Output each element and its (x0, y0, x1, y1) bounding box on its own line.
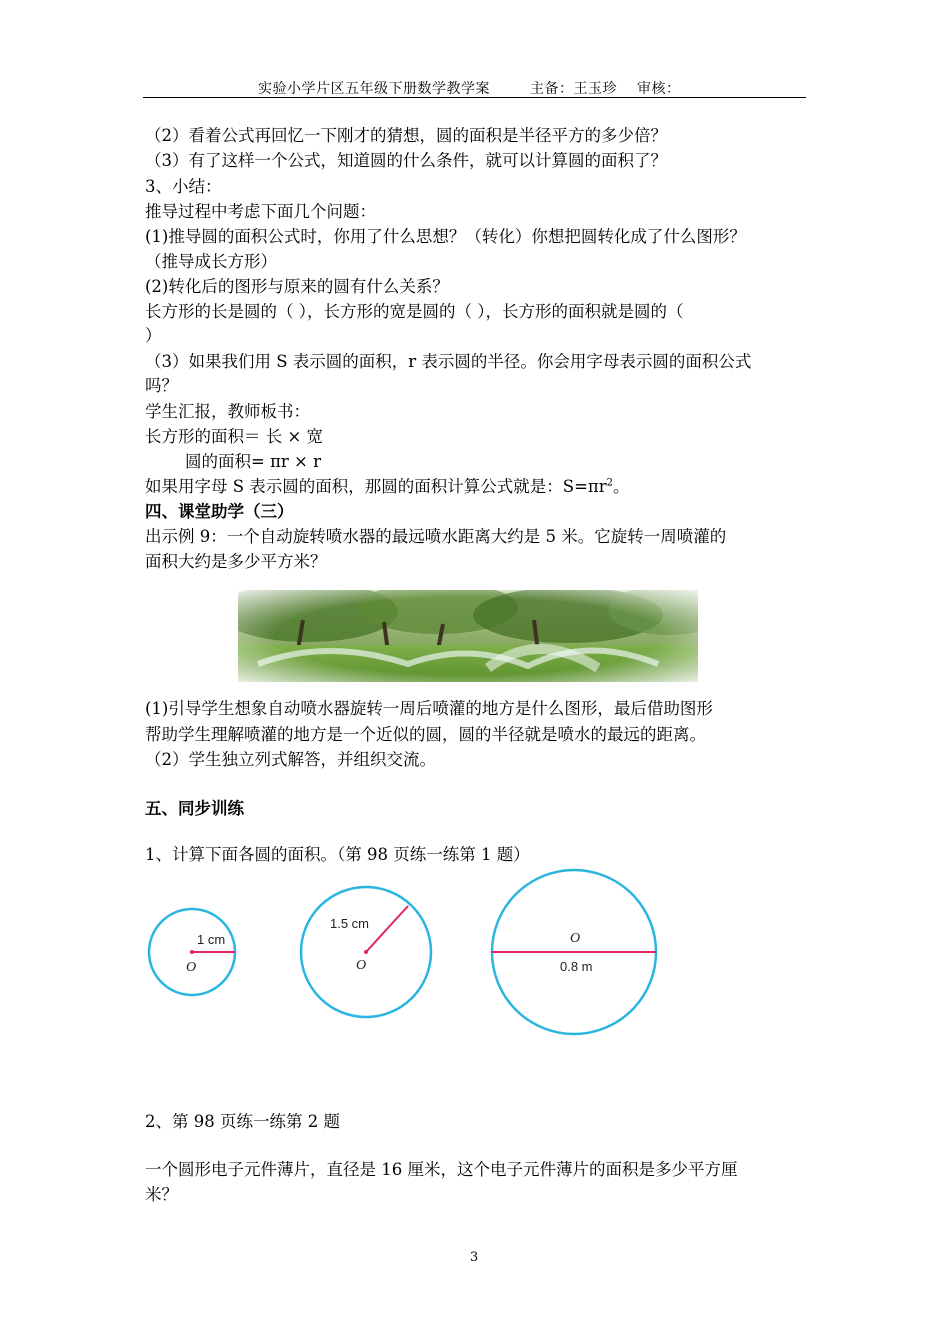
formula-line (145, 475, 630, 499)
text-line: 出示例 9：一个自动旋转喷水器的最远喷水距离大约是 5 米。它旋转一周喷灌的 (145, 527, 727, 546)
radius-label: 1 cm (197, 932, 226, 947)
text-line: (1)推导圆的面积公式时，你用了什么思想？（转化）你想把圆转化成了什么图形？ (145, 227, 746, 246)
text-line: 一个圆形电子元件薄片，直径是 16 厘米，这个电子元件薄片的面积是多少平方厘 (145, 1160, 738, 1179)
text-line: 圆的面积= πr × r (185, 452, 322, 471)
text-line: ） (145, 326, 162, 345)
header-reviewer: 审核： (637, 81, 681, 97)
text-line: 米？ (145, 1185, 178, 1204)
header-rule (143, 97, 806, 98)
circle-figure-1 (149, 909, 235, 995)
text-line: 学生汇报，教师板书： (145, 402, 310, 421)
text-line: (1)引导学生想象自动喷水器旋转一周后喷灌的地方是什么图形，最后借助图形 (145, 699, 713, 718)
text-line: 面积大约是多少平方米？ (145, 552, 327, 571)
section-heading: 四、课堂助学（三） (145, 502, 294, 521)
center-label: O (356, 958, 367, 973)
center-label: O (186, 960, 197, 975)
text-line: （3）如果我们用 S 表示圆的面积，r 表示圆的半径。你会用字母表示圆的面积公式 (145, 352, 752, 371)
text-line: 长方形的长是圆的（ ），长方形的宽是圆的（ ），长方形的面积就是圆的（ (145, 302, 684, 321)
text-line: 2、第 98 页练一练第 2 题 (145, 1112, 340, 1131)
circle-figure-2 (301, 887, 431, 1017)
text-line: 3、小结： (145, 177, 222, 196)
radius-line (366, 906, 408, 952)
page-header (258, 78, 681, 98)
text-line: 1、计算下面各圆的面积。（第 98 页练一练第 1 题） (145, 845, 530, 864)
center-label: O (570, 931, 581, 946)
center-dot (364, 950, 368, 954)
header-preparer: 主备：王玉珍 (530, 81, 617, 97)
sprinkler-photo (238, 590, 698, 682)
diameter-label: 0.8 m (560, 959, 593, 974)
section-heading: 五、同步训练 (145, 799, 244, 818)
circle-figure-3 (492, 870, 656, 1034)
center-dot (190, 950, 194, 954)
radius-label: 1.5 cm (330, 916, 370, 931)
text-line: （推导成长方形） (145, 252, 277, 271)
circle-figures (140, 865, 680, 1045)
formula-superscript: 2 (606, 477, 614, 489)
text-line: 推导过程中考虑下面几个问题： (145, 202, 376, 221)
text-line: 吗？ (145, 376, 178, 395)
text-line: （3）有了这样一个公式，知道圆的什么条件，就可以计算圆的面积了？ (145, 151, 667, 170)
page-number: 3 (470, 1250, 479, 1265)
formula-text: 如果用字母 S 表示圆的面积，那圆的面积计算公式就是：S=πr (145, 477, 607, 496)
text-line: 长方形的面积＝ 长 × 宽 (145, 427, 324, 446)
formula-end: 。 (613, 477, 630, 496)
text-line: （2）看着公式再回忆一下刚才的猜想，圆的面积是半径平方的多少倍？ (145, 126, 667, 145)
text-line: （2）学生独立列式解答，并组织交流。 (145, 750, 436, 769)
text-line: (2)转化后的图形与原来的圆有什么关系？ (145, 277, 449, 296)
header-title: 实验小学片区五年级下册数学教学案 (258, 81, 490, 97)
text-line: 帮助学生理解喷灌的地方是一个近似的圆，圆的半径就是喷水的最远的距离。 (145, 725, 706, 744)
